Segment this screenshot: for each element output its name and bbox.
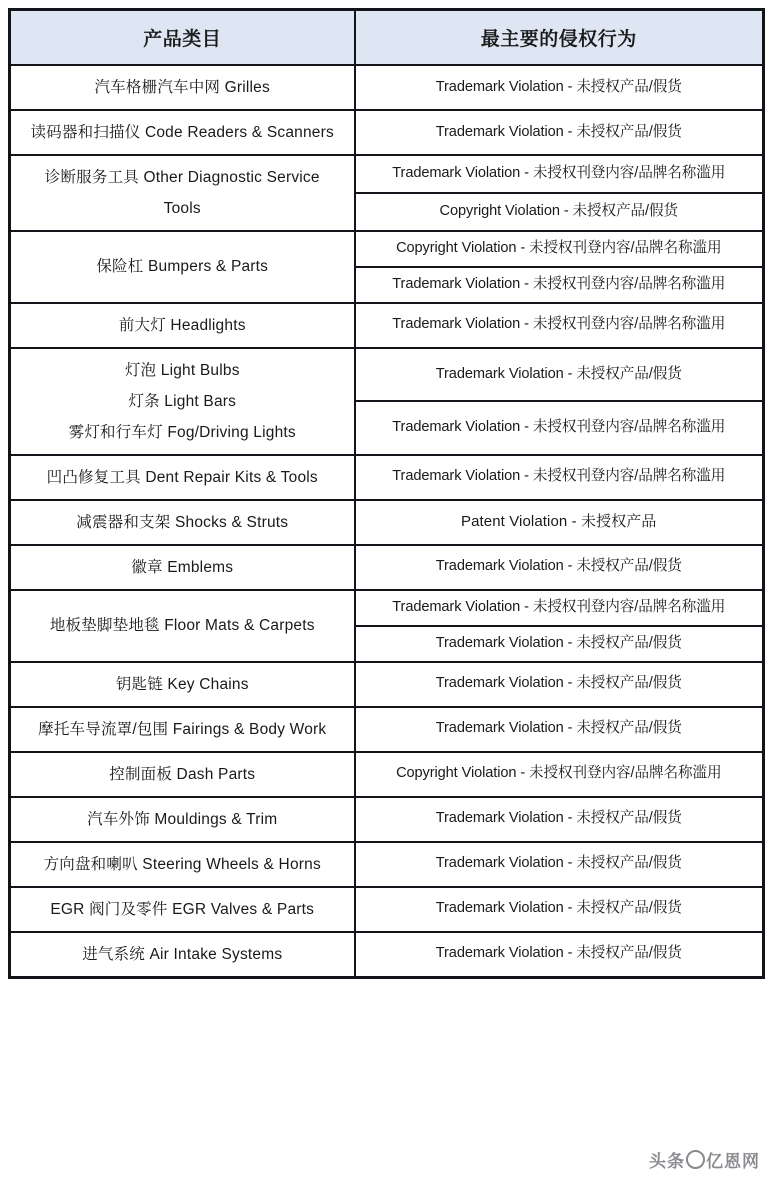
category-line: 徽章 Emblems bbox=[131, 558, 234, 576]
table-row bbox=[10, 455, 764, 500]
category-line: EGR 阀门及零件 EGR Valves & Parts bbox=[50, 900, 315, 918]
action-cell: Copyright Violation - 未授权产品/假货 bbox=[355, 193, 764, 231]
action-cell: Trademark Violation - 未授权刊登内容/品牌名称滥用 bbox=[355, 455, 764, 500]
table-row bbox=[10, 662, 764, 707]
category-cell bbox=[10, 155, 355, 231]
category-line: 保险杠 Bumpers & Parts bbox=[96, 258, 269, 276]
action-cell: Trademark Violation - 未授权产品/假货 bbox=[355, 707, 764, 752]
category-cell bbox=[10, 590, 355, 662]
table-row bbox=[10, 303, 764, 348]
table-row bbox=[10, 932, 764, 978]
table-row bbox=[10, 110, 764, 155]
watermark-text-before: 头条 bbox=[649, 1152, 685, 1171]
action-cell: Trademark Violation - 未授权产品/假货 bbox=[355, 887, 764, 932]
category-line: 雾灯和行车灯 Fog/Driving Lights bbox=[68, 423, 296, 441]
category-cell bbox=[10, 545, 355, 590]
category-line: 钥匙链 Key Chains bbox=[115, 675, 249, 693]
table-row bbox=[10, 155, 764, 193]
action-cell: Trademark Violation - 未授权刊登内容/品牌名称滥用 bbox=[355, 303, 764, 348]
category-line: 减震器和支架 Shocks & Struts bbox=[76, 513, 289, 531]
action-cell: Trademark Violation - 未授权产品/假货 bbox=[355, 797, 764, 842]
table-row bbox=[10, 797, 764, 842]
action-cell: Trademark Violation - 未授权产品/假货 bbox=[355, 932, 764, 978]
category-line: 前大灯 Headlights bbox=[118, 316, 246, 334]
category-line: 摩托车导流罩/包围 Fairings & Body Work bbox=[38, 720, 327, 738]
infringement-table bbox=[8, 8, 765, 979]
header-row bbox=[10, 10, 764, 66]
action-cell: Trademark Violation - 未授权产品/假货 bbox=[355, 65, 764, 110]
category-cell bbox=[10, 797, 355, 842]
action-cell: Trademark Violation - 未授权产品/假货 bbox=[355, 626, 764, 662]
category-cell bbox=[10, 662, 355, 707]
action-cell: Trademark Violation - 未授权产品/假货 bbox=[355, 110, 764, 155]
category-cell bbox=[10, 231, 355, 303]
at-circle-icon bbox=[686, 1150, 705, 1169]
category-line: 读码器和扫描仪 Code Readers & Scanners bbox=[30, 124, 334, 141]
category-line: 汽车格栅汽车中网 Grilles bbox=[94, 79, 270, 96]
action-cell: Trademark Violation - 未授权刊登内容/品牌名称滥用 bbox=[355, 155, 764, 193]
action-cell: Trademark Violation - 未授权产品/假货 bbox=[355, 662, 764, 707]
category-line: 进气系统 Air Intake Systems bbox=[82, 945, 283, 963]
category-cell bbox=[10, 752, 355, 797]
table-row bbox=[10, 545, 764, 590]
action-cell: Trademark Violation - 未授权刊登内容/品牌名称滥用 bbox=[355, 590, 764, 626]
table-row bbox=[10, 590, 764, 626]
action-cell: Trademark Violation - 未授权产品/假货 bbox=[355, 545, 764, 590]
table-row bbox=[10, 752, 764, 797]
table-row bbox=[10, 65, 764, 110]
category-cell bbox=[10, 500, 355, 545]
table-header bbox=[10, 10, 764, 66]
table-body bbox=[10, 65, 764, 977]
table-row bbox=[10, 500, 764, 545]
action-cell: Trademark Violation - 未授权刊登内容/品牌名称滥用 bbox=[355, 401, 764, 455]
category-cell bbox=[10, 348, 355, 455]
action-cell: Copyright Violation - 未授权刊登内容/品牌名称滥用 bbox=[355, 231, 764, 267]
action-cell: Copyright Violation - 未授权刊登内容/品牌名称滥用 bbox=[355, 752, 764, 797]
action-cell: Patent Violation - 未授权产品 bbox=[355, 500, 764, 545]
category-line: 汽车外饰 Mouldings & Trim bbox=[87, 810, 278, 828]
watermark bbox=[649, 1147, 760, 1172]
category-cell bbox=[10, 455, 355, 500]
category-line: 灯泡 Light Bulbs bbox=[124, 361, 240, 379]
category-cell bbox=[10, 887, 355, 932]
category-cell bbox=[10, 65, 355, 110]
table-row bbox=[10, 887, 764, 932]
table-row bbox=[10, 231, 764, 267]
action-cell: Trademark Violation - 未授权产品/假货 bbox=[355, 842, 764, 887]
category-cell bbox=[10, 110, 355, 155]
category-cell bbox=[10, 932, 355, 978]
category-cell bbox=[10, 303, 355, 348]
category-line: 灯条 Light Bars bbox=[128, 392, 237, 410]
header-cell-category: 产品类目 bbox=[10, 10, 355, 66]
header-cell-action: 最主要的侵权行为 bbox=[355, 10, 764, 66]
category-line: 地板垫脚垫地毯 Floor Mats & Carpets bbox=[49, 617, 315, 635]
category-line: 凹凸修复工具 Dent Repair Kits & Tools bbox=[46, 468, 318, 486]
watermark-text-after: 亿恩网 bbox=[706, 1152, 760, 1171]
category-line: Tools bbox=[163, 200, 201, 217]
category-line: 诊断服务工具 Other Diagnostic Service bbox=[44, 169, 320, 186]
table-container bbox=[8, 8, 762, 979]
table-row bbox=[10, 707, 764, 752]
action-cell: Trademark Violation - 未授权刊登内容/品牌名称滥用 bbox=[355, 267, 764, 303]
category-line: 控制面板 Dash Parts bbox=[109, 765, 256, 783]
category-cell bbox=[10, 707, 355, 752]
table-row bbox=[10, 842, 764, 887]
category-cell bbox=[10, 842, 355, 887]
category-line: 方向盘和喇叭 Steering Wheels & Horns bbox=[43, 855, 321, 873]
table-row bbox=[10, 348, 764, 402]
action-cell: Trademark Violation - 未授权产品/假货 bbox=[355, 348, 764, 402]
